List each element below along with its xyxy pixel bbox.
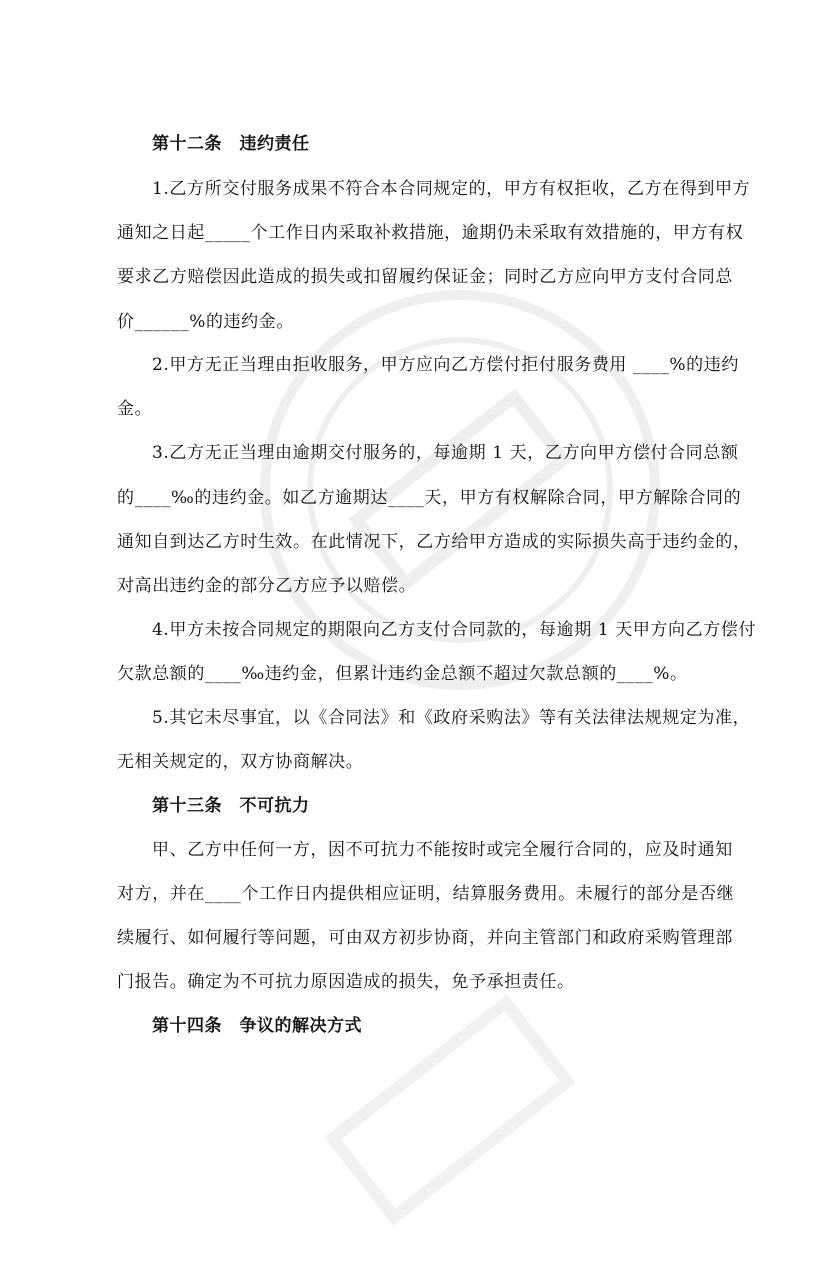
paragraph-line: 价______%的违约金。 (117, 312, 294, 332)
paragraph-line: 续履行、如何履行等问题，可由双方初步协商，并向主管部门和政府采购管理部 (117, 928, 733, 948)
paragraph-line: 5.其它未尽事宜，以《合同法》和《政府采购法》等有关法律法规规定为准， (152, 708, 751, 728)
paragraph-line: 1.乙方所交付服务成果不符合本合同规定的，甲方有权拒收，乙方在得到甲方 (152, 179, 751, 199)
paragraph-line: 要求乙方赔偿因此造成的损失或扣留履约保证金；同时乙方应向甲方支付合同总 (117, 267, 733, 287)
section-heading-14: 第十四条 争议的解决方式 (152, 1016, 362, 1036)
paragraph-line: 2.甲方无正当理由拒收服务，甲方应向乙方偿付拒付服务费用 ____%的违约 (152, 355, 739, 375)
paragraph-line: 4.甲方未按合同规定的期限向乙方支付合同款的，每逾期 1 天甲方向乙方偿付 (152, 620, 757, 640)
paragraph-line: 3.乙方无正当理由逾期交付服务的，每逾期 1 天，乙方向甲方偿付合同总额 (152, 443, 739, 463)
paragraph-line: 甲、乙方中任何一方，因不可抗力不能按时或完全履行合同的，应及时通知 (152, 840, 733, 860)
paragraph-line: 通知自到达乙方时生效。在此情况下，乙方给甲方造成的实际损失高于违约金的， (117, 532, 751, 552)
section-heading-13: 第十三条 不可抗力 (152, 796, 310, 816)
paragraph-line: 的____‰的违约金。如乙方逾期达____天，甲方有权解除合同，甲方解除合同的 (117, 488, 742, 508)
paragraph-line: 对高出违约金的部分乙方应予以赔偿。 (117, 576, 417, 596)
paragraph-line: 通知之日起_____个工作日内采取补救措施，逾期仍未采取有效措施的，甲方有权 (117, 223, 744, 243)
paragraph-line: 欠款总额的____‰违约金，但累计违约金总额不超过欠款总额的____%。 (117, 664, 688, 684)
paragraph-line: 门报告。确定为不可抗力原因造成的损失，免予承担责任。 (117, 972, 575, 992)
paragraph-line: 对方，并在____个工作日内提供相应证明，结算服务费用。未履行的部分是否继 (117, 884, 735, 904)
section-heading-12: 第十二条 违约责任 (152, 134, 310, 154)
paragraph-line: 无相关规定的，双方协商解决。 (117, 752, 364, 772)
paragraph-line: 金。 (117, 399, 153, 419)
